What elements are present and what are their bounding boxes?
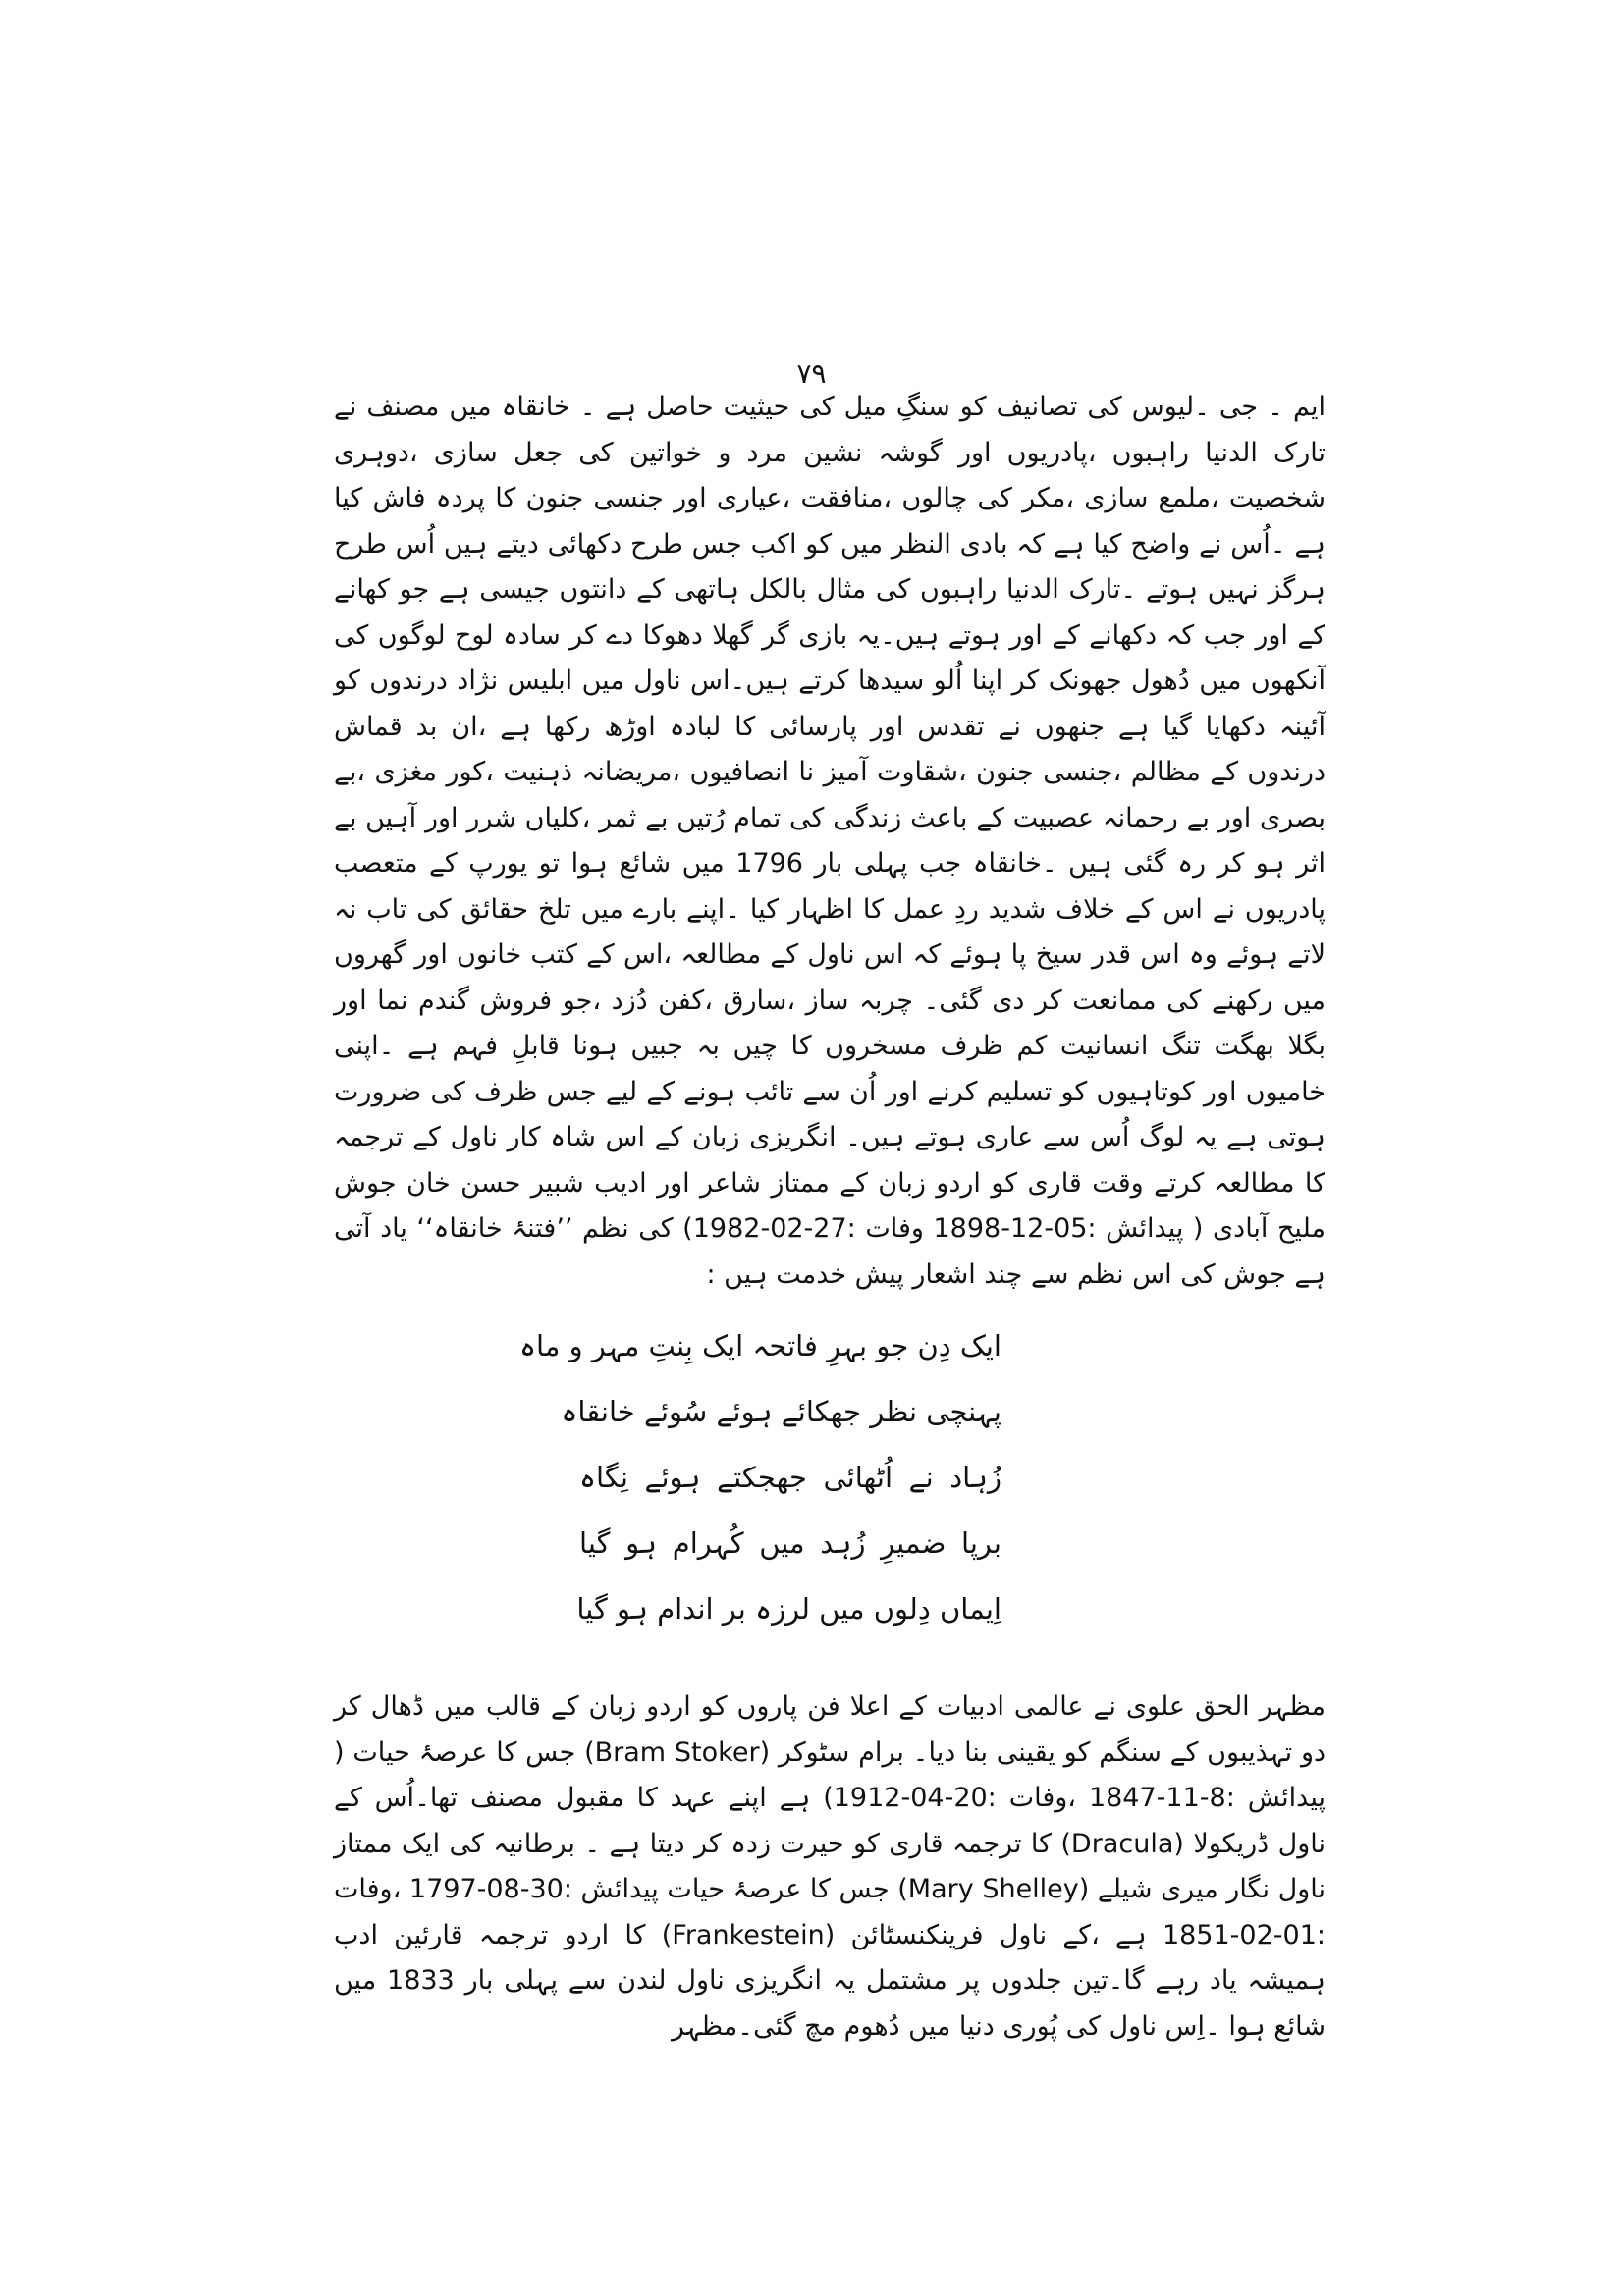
poem-verse-5: اِیماں دِلوں میں لرزہ بر اندام ہو گیا <box>576 1592 1001 1626</box>
poem-stanza <box>519 1313 1001 1642</box>
page-number: ۷۹ <box>796 357 827 390</box>
body-paragraph-2: مظہر الحق علوی نے عالمی ادبیات کے اعلا فن پاروں کو اردو زبان کے قالب میں ڈھال کر دو تہذیبوں کے سنگم کو یقینی بنا دیا۔ برام سٹوکر (Bram Stoker) جس کا عرصۂ حیات ( پیدائش :8-11-1847 ،وفات :20-04-1912) ہے اپنے عہد کا مقبول مصنف تھا۔اُس کے ناول ڈریکولا (Dracula) کا ترجمہ قاری کو حیرت زدہ کر دیتا ہے ۔ برطانیہ کی ایک ممتاز ناول نگار میری شیلے (Mary Shelley) جس کا عرصۂ حیات پیدائش :30-08-1797 ،وفات :01-02-1851 ہے ،کے ناول فرینکنسٹائن (Frankestein) کا اردو ترجمہ قارئین ادب ہمیشہ یاد رہے گا۔تین جلدوں پر مشتمل یہ انگریزی ناول لندن سے پہلی بار 1833 میں شائع ہوا ۔اِس ناول کی پُوری دنیا میں دُھوم مچ گئی۔مظہر <box>334 1691 1326 2042</box>
poem-verse-1: ایک دِن جو بہرِ فاتحہ ایک بِنتِ مہر و ماہ <box>519 1329 1001 1362</box>
poem-verse-4: برپا ضمیرِ زُہد میں کُہرام ہو گیا <box>579 1526 1001 1560</box>
poem-verse-3: زُہاد نے اُٹھائی جھجکتے ہوئے نِگاہ <box>579 1461 1001 1494</box>
body-paragraph-1: ایم ۔ جی ۔لیوس کی تصانیف کو سنگِ میل کی حیثیت حاصل ہے ۔ خانقاہ میں مصنف نے تارک الدنیا راہبوں ،پادریوں اور گوشہ نشین مرد و خواتین کی جعل سازی ،دوہری شخصیت ،ملمع سازی ،مکر کی چالوں ،منافقت ،عیاری اور جنسی جنون کا پردہ فاش کیا ہے ۔اُس نے واضح کیا ہے کہ بادی النظر میں کو اکب جس طرح دکھائی دیتے ہیں اُس طرح ہرگز نہیں ہوتے ۔تارک الدنیا راہبوں کی مثال بالکل ہاتھی کے دانتوں جیسی ہے جو کھانے کے اور جب کہ دکھانے کے اور ہوتے ہیں۔یہ بازی گر گھلا دھوکا دے کر سادہ لوح لوگوں کی آنکھوں میں دُھول جھونک کر اپنا اُلو سیدھا کرتے ہیں۔اس ناول میں ابلیس نژاد درندوں کو آئینہ دکھایا گیا ہے جنھوں نے تقدس اور پارسائی کا لبادہ اوڑھ رکھا ہے ،ان بد قماش درندوں کے مظالم ،جنسی جنون ،شقاوت آمیز نا انصافیوں ،مریضانہ ذہنیت ،کور مغزی ،بے بصری اور بے رحمانہ عصبیت کے باعث زندگی کی تمام رُتیں بے ثمر ،کلیاں شرر اور آہیں بے اثر ہو کر رہ گئی ہیں ۔خانقاہ جب پہلی بار 1796 میں شائع ہوا تو یورپ کے متعصب پادریوں نے اس کے خلاف شدید ردِ عمل کا اظہار کیا ۔اپنے بارے میں تلخ حقائق کی تاب نہ لاتے ہوئے وہ اس قدر سیخ پا ہوئے کہ اس ناول کے مطالعہ ،اس کے کتب خانوں اور گھروں میں رکھنے کی ممانعت کر دی گئی۔ چربہ ساز ،سارق ،کفن دُزد ،جو فروش گندم نما اور بگلا بھگت تنگ انسانیت کم ظرف مسخروں کا چیں بہ جبیں ہونا قابلِ فہم ہے ۔اپنی خامیوں اور کوتاہیوں کو تسلیم کرنے اور اُن سے تائب ہونے کے لیے جس ظرف کی ضرورت ہوتی ہے یہ لوگ اُس سے عاری ہوتے ہیں۔ انگریزی زبان کے اس شاہ کار ناول کے ترجمہ کا مطالعہ کرتے وقت قاری کو اردو زبان کے ممتاز شاعر اور ادیب شبیر حسن خان جوش ملیح آبادی ( پیدائش :05-12-1898 وفات :27-02-1982) کی نظم ’’فتنۂ خانقاہ‘‘ یاد آتی ہے جوش کی اس نظم سے چند اشعار پیش خدمت ہیں : <box>334 392 1325 1290</box>
poem-verse-2: پہنچی نظر جھکائے ہوئے سُوئے خانقاہ <box>561 1395 1001 1428</box>
